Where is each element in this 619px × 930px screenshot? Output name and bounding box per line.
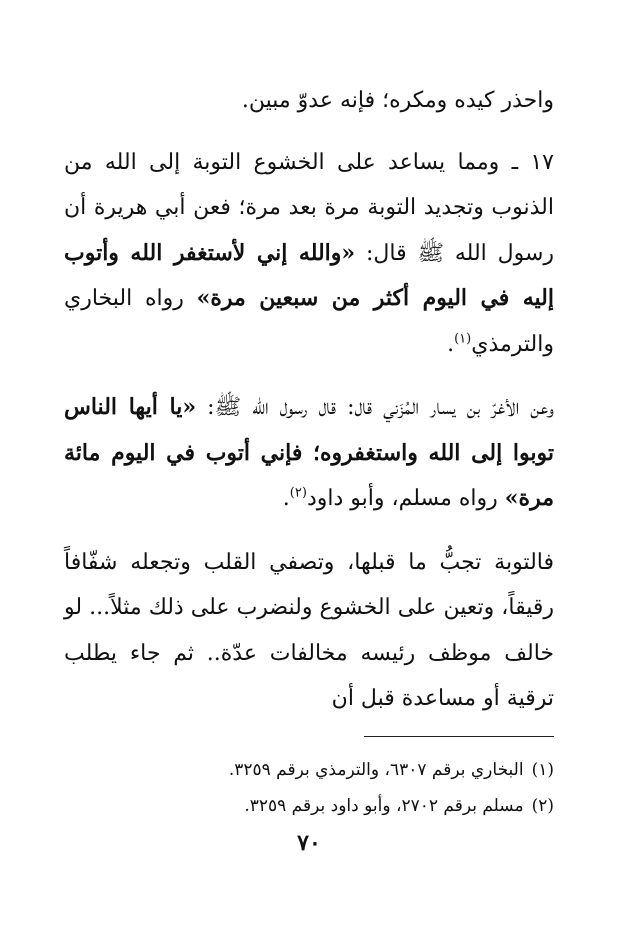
paragraph-text: واحذر كيده ومكره؛ فإنه عدوّ مبين. [241,88,554,113]
paragraph-text: . [282,486,290,511]
paragraph-text: فالتوبة تجبُّ ما قبلها، وتصفي القلب وتجعله شفّافاً رقيقاً، وتعين على الخشوع ولنضرب على ذلك مثلاً... لو خالف موظف رئيسه مخالفات عدّة.. ثم جاء يطلب ترقية أو مساعدة قبل أن [64,549,554,711]
paragraph-text: رواه البخاري والترمذي [64,286,554,357]
paragraph [64,140,554,368]
footnote-ref: (١) [454,331,472,347]
footnote-1 [64,752,554,788]
footnote-separator [364,736,554,737]
footnote-number: (٢) [531,796,554,816]
body-text [64,78,554,722]
paragraph [64,78,554,124]
footnote-ref: (٢) [289,485,307,501]
paragraph-text: وعن الأغرّ بن يسار المُزَني قال: قال رسول الله ﷺ: [196,395,554,420]
footnote-2 [64,788,554,824]
footnotes [64,752,554,824]
hadith-quote: «والله إني لأستغفر الله وأتوب إليه في اليوم أكثر من سبعين مرة» [64,239,554,311]
book-page [64,64,554,884]
footnote-text: مسلم برقم ٢٧٠٢، وأبو داود برقم ٣٢٥٩. [244,796,524,816]
paragraph-text: . [447,331,455,357]
paragraph [64,540,554,722]
paragraph-text: رواه مسلم، وأبو داود [306,486,505,511]
paragraph [64,385,554,522]
page-number: ٧٠ [297,830,321,856]
paragraph-text: ١٧ ـ ومما يساعد على الخشوع التوبة إلى الله من الذنوب وتجديد التوبة مرة بعد مرة؛ فعن أبي هريرة أن رسول الله ﷺ قال: [64,149,554,266]
footnote-text: البخاري برقم ٦٣٠٧، والترمذي برقم ٣٢٥٩. [228,760,524,780]
footnote-number: (١) [531,760,554,780]
hadith-quote: «يا أيها الناس توبوا إلى الله واستغفروه؛ فإني أتوب في اليوم مائة مرة» [64,394,554,511]
